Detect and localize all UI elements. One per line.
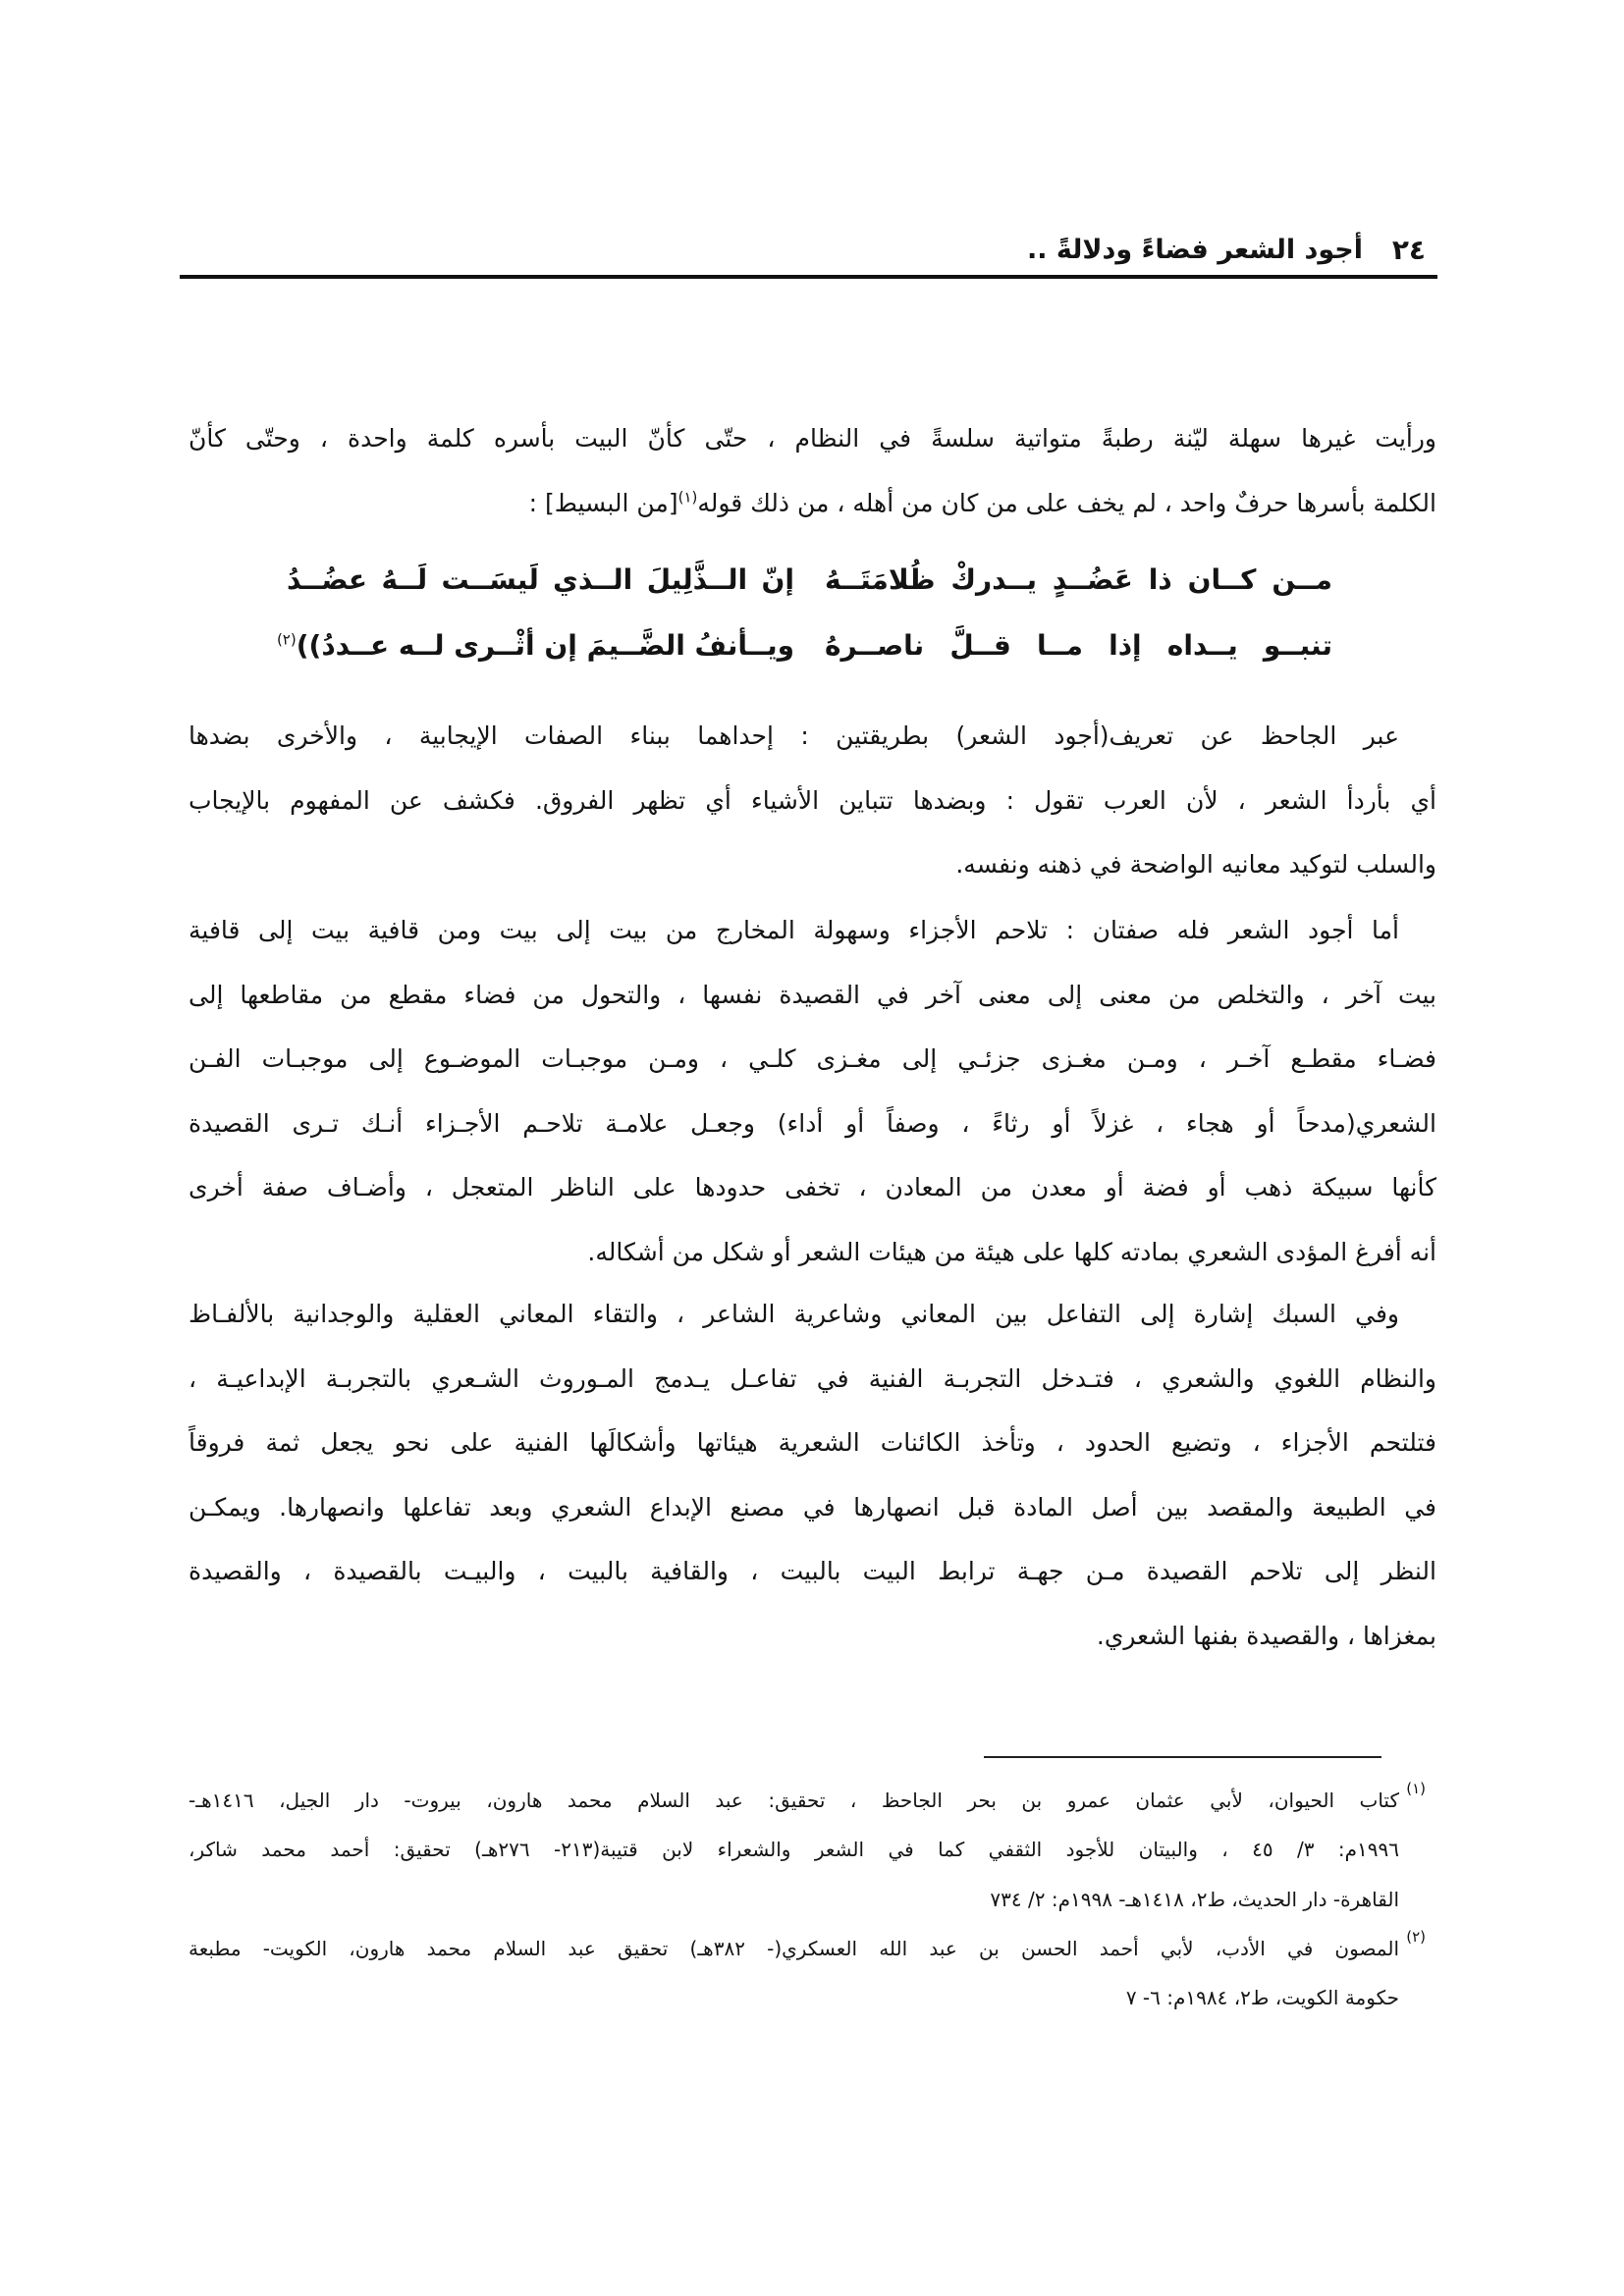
footnote-marker-1: (١): [1406, 1780, 1426, 1797]
verse-second-hemistich: إنّ الــذَّلِيلَ الــذي لَيسَــت لَــهُ عضُــدُ: [287, 562, 794, 596]
intro-line-text: الكلمة بأسرها حرفٌ واحد ، لم يخف على من كان من أهله ، من ذلك قوله: [697, 488, 1436, 517]
footnote-ref-2: (٢): [276, 630, 297, 649]
footnotes: [189, 1776, 1399, 2022]
text-line: عبر الجاحظ عن تعريف(أجود الشعر) بطريقتين : إحداهما ببناء الصفات الإيجابية ، والأخرى بضدها: [189, 721, 1399, 751]
footnote-line: ١٩٩٦م: ٣/ ٤٥ ، والبيتان للأجود الثقفي كما في الشعر والشعراء لابن قتيبة(٢١٣- ٢٧٦هـ) تحقيق: أحمد محمد شاكر،: [189, 1838, 1399, 1862]
paragraph: [189, 1282, 1436, 1668]
text-line: وفي السبك إشارة إلى التفاعل بين المعاني وشاعرية الشاعر ، والتقاء المعاني العقلية والوجدانية بالألفـاظ: [189, 1300, 1399, 1329]
text-line: ورأيت غيرها سهلة ليّنة رطبةً متواتية سلسةً في النظام ، حتّى كأنّ البيت بأسره كلمة واحدة ، وحتّى كأنّ: [189, 424, 1436, 453]
poem-verse: [189, 613, 1436, 678]
text-line: فتلتحم الأجزاء ، وتضيع الحدود ، وتأخذ الكائنات الشعرية هيئاتها وأشكالَها الفنية على نحو يجعل ثمة فروقاً: [189, 1428, 1436, 1458]
text-line: كأنها سبيكة ذهب أو فضة أو معدن من المعادن ، تخفى حدودها على الناظر المتعجل ، وأضـاف صفة أخرى: [189, 1173, 1436, 1202]
text-line: بيت آخر ، والتخلص من معنى إلى معنى آخر في القصيدة نفسها ، والتحول من فضاء مقطع من مقاطعها إلى: [189, 980, 1436, 1009]
text-line: أما أجود الشعر فله صفتان : تلاحم الأجزاء وسهولة المخارج من بيت إلى بيت ومن قافية بيت إلى قافية: [189, 916, 1399, 945]
paragraph: [189, 704, 1436, 897]
footnote-line: المصون في الأدب، لأبي أحمد الحسن بن عبد الله العسكري(- ٣٨٢هـ) تحقيق عبد السلام محمد هارون، الكويت- مطبعة: [189, 1936, 1399, 1960]
verse-second-hemistich-text: ويــأنفُ الضَّــيمَ إن أثْــرى لــه عــددُ)): [296, 628, 794, 662]
footnote-ref-1: (١): [677, 488, 698, 507]
page-number: ٢٤: [1391, 234, 1426, 266]
text-line: أي بأردأ الشعر ، لأن العرب تقول : وبضدها تتباين الأشياء أي تظهر الفروق. فكشف عن المفهوم بالإيجاب: [189, 785, 1436, 815]
running-title: أجود الشعر فضاءً ودلالةً ..: [1027, 235, 1363, 265]
verse-first-hemistich: تنبــو يــداه إذا مــا قــلَّ ناصــرهُ: [825, 628, 1332, 662]
footnote-line: حكومة الكويت، ط٢، ١٩٨٤م: ٦- ٧: [1125, 1986, 1399, 2009]
footnote-line: القاهرة- دار الحديث، ط٢، ١٤١٨هـ- ١٩٩٨م: ٢/ ٧٣٤: [990, 1887, 1399, 1911]
intro-paragraph: [189, 406, 1436, 535]
poem-meter: [من البسيط] :: [528, 488, 678, 517]
text-line: بمغزاها ، والقصيدة بفنها الشعري.: [1096, 1621, 1436, 1650]
text-line: فضـاء مقطـع آخـر ، ومـن مغـزى جزئـي إلى مغـزى كلـي ، ومـن موجبـات الموضـوع إلى موجبـات الفـن: [189, 1044, 1436, 1074]
footnote-separator: [984, 1756, 1381, 1758]
verse-first-hemistich: مــن كــان ذا عَضُــدٍ يــدركْ ظُلامَتَــهُ: [825, 562, 1332, 596]
text-line: والنظام اللغوي والشعري ، فتـدخل التجربـة الفنية في تفاعـل يـدمج المـوروث الشـعري بالتجربـة الإبداعيـة ،: [189, 1363, 1436, 1393]
footnote-line: كتاب الحيوان، لأبي عثمان عمرو بن بحر الجاحظ ، تحقيق: عبد السلام محمد هارون، بيروت- دار الجيل، ١٤١٦هـ-: [189, 1789, 1399, 1812]
text-line: [189, 471, 1436, 536]
verse-second-hemistich: [276, 613, 794, 678]
paragraph: [189, 898, 1436, 1284]
header-rule: [180, 275, 1437, 279]
text-line: النظر إلى تلاحم القصيدة مـن جهـة ترابط البيت بالبيت ، والقافية بالبيت ، والبيـت بالقصيدة ، والقصيدة: [189, 1557, 1436, 1586]
text-line: الشعري(مدحاً أو هجاء ، غزلاً أو رثاءً ، وصفاً أو أداء) وجعـل علامـة تلاحـم الأجـزاء أنـك تـرى القصيدة: [189, 1108, 1436, 1138]
text-line: في الطبيعة والمقصد بين أصل المادة قبل انصهارها في مصنع الإبداع الشعري وبعد تفاعلها وانصهارها. ويمكـن: [189, 1492, 1436, 1522]
text-line: والسلب لتوكيد معانيه الواضحة في ذهنه ونفسه.: [955, 850, 1436, 880]
footnote-marker-2: (٢): [1406, 1928, 1426, 1946]
text-line: أنه أفرغ المؤدى الشعري بمادته كلها على هيئة من هيئات الشعر أو شكل من أشكاله.: [587, 1237, 1436, 1266]
poem: [189, 547, 1436, 678]
poem-verse: [189, 547, 1436, 613]
